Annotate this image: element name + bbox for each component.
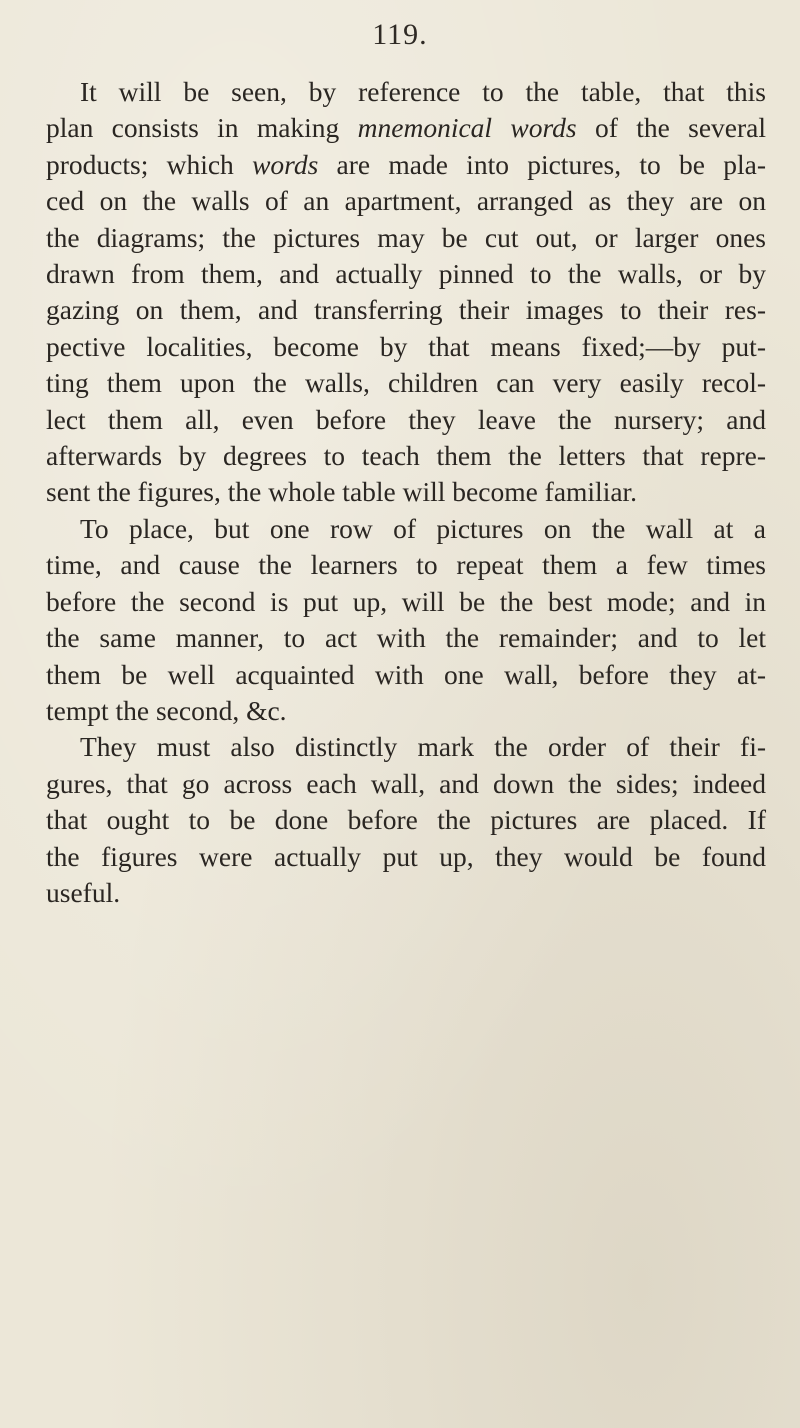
text-line: pective localities, become by that means fixed;—by put- (46, 330, 766, 362)
text-line: gazing on them, and transferring their images to their res- (46, 294, 766, 326)
text-line: useful. (46, 876, 121, 908)
text-line: sent the figures, the whole table will become familiar. (46, 476, 638, 508)
text-line: the diagrams; the pictures may be cut out, or larger ones (46, 221, 766, 253)
text-line: tempt the second, &c. (46, 694, 287, 726)
paragraph-3 (46, 729, 766, 911)
text-line: products; which words are made into pictures, to be pla- (46, 148, 766, 180)
text-line: gures, that go across each wall, and down the sides; indeed (46, 767, 766, 799)
text-line: before the second is put up, will be the best mode; and in (46, 585, 766, 617)
text-line: the same manner, to act with the remainder; and to let (46, 622, 766, 654)
text-line: lect them all, even before they leave the nursery; and (46, 403, 766, 435)
text-line: that ought to be done before the pictures are placed. If (46, 804, 766, 836)
text-line: It will be seen, by reference to the table, that this (80, 76, 766, 107)
text-line: To place, but one row of pictures on the wall at a (80, 512, 766, 544)
text-line: afterwards by degrees to teach them the letters that repre- (46, 440, 766, 472)
body-text (46, 74, 766, 911)
text-line: They must also distinctly mark the order of their fi- (80, 731, 766, 763)
text-line: time, and cause the learners to repeat them a few times (46, 549, 766, 581)
text-line: the figures were actually put up, they would be found (46, 840, 766, 872)
text-line: ced on the walls of an apartment, arranged as they are on (46, 185, 766, 217)
paragraph-2 (46, 511, 766, 729)
page-number: 119. (372, 18, 428, 51)
text-line: them be well acquainted with one wall, before they at- (46, 658, 766, 690)
paragraph-1 (46, 74, 766, 511)
text-line: drawn from them, and actually pinned to the walls, or by (46, 258, 766, 290)
text-line: ting them upon the walls, children can very easily recol- (46, 367, 766, 399)
text-line: plan consists in making mnemonical words of the several (46, 112, 767, 144)
